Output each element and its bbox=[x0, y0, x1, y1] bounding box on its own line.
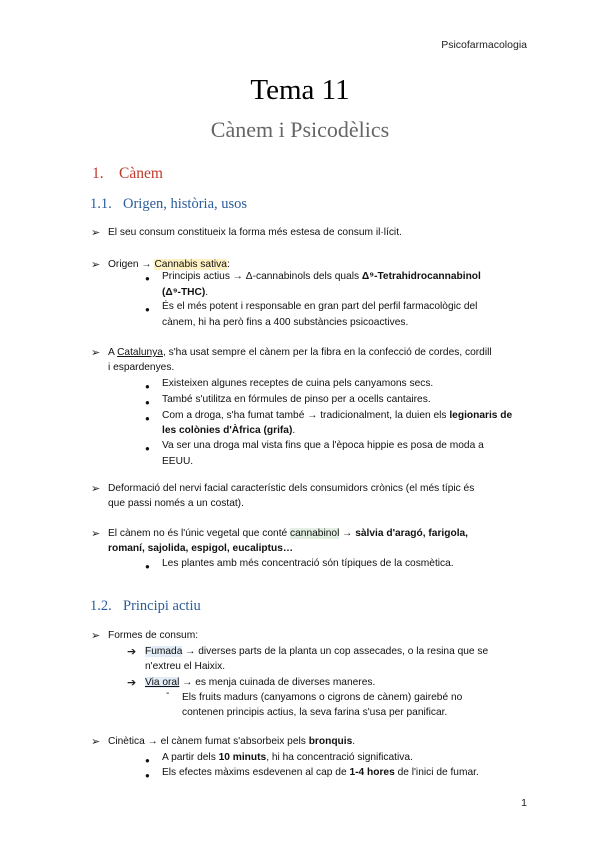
running-header: Psicofarmacologia bbox=[441, 39, 527, 51]
sub-bullet-text bbox=[162, 269, 527, 285]
text-run: Com a droga, s'ha fumat també → tradicionalment, la duien els bbox=[162, 410, 450, 421]
text-run: A partir dels bbox=[162, 752, 219, 763]
right-arrow-bullet-icon: ➔ bbox=[127, 646, 137, 658]
bullet-text bbox=[108, 345, 527, 361]
section-heading-1 bbox=[92, 165, 163, 183]
highlight-cannabis-sativa: Cannabis sativa bbox=[154, 259, 227, 270]
filled-circle-bullet-icon: ● bbox=[145, 562, 150, 571]
sub-bullet-text bbox=[162, 765, 479, 781]
text-run: → diverses parts de la planta un cop assecades, o la resina que se bbox=[182, 646, 489, 657]
sub-bullet-text bbox=[162, 423, 295, 439]
page-title: Tema 11 bbox=[250, 74, 350, 106]
sub-bullet-text: Les plantes amb més concentració són típiques de la cosmètica. bbox=[162, 558, 454, 569]
bullet-text: El seu consum constitueix la forma més estesa de consum il·lícit. bbox=[108, 227, 402, 238]
filled-circle-bullet-icon: ● bbox=[145, 414, 150, 423]
arrowhead-bullet-icon: ➢ bbox=[91, 483, 101, 495]
highlight-cannabinol: cannabinol bbox=[290, 528, 340, 539]
bold-term: 10 minuts bbox=[218, 752, 267, 763]
bullet-text bbox=[108, 541, 293, 557]
bold-term: (Δ⁹-THC) bbox=[162, 287, 206, 298]
sub-bullet-text bbox=[162, 408, 527, 424]
sub-bullet-text: És el més potent i responsable en gran part del perfil farmacològic del bbox=[162, 301, 478, 312]
bullet-text: Formes de consum: bbox=[108, 630, 199, 641]
sub-bullet-text: EEUU. bbox=[162, 456, 194, 467]
text-run: : bbox=[226, 259, 230, 270]
sub-bullet-text: També s'utilitza en fórmules de pinso per a ocells cantaires. bbox=[162, 394, 431, 405]
text-run: Cinètica → el cànem fumat s'absorbeix pels bbox=[108, 736, 309, 747]
filled-circle-bullet-icon: ● bbox=[145, 305, 150, 314]
text-run: . bbox=[205, 287, 209, 298]
subsection-heading-1-2 bbox=[90, 598, 201, 615]
bold-term: legionaris de bbox=[449, 410, 513, 421]
page-subtitle: Cànem i Psicodèlics bbox=[210, 117, 390, 142]
subsection-number: 1.2. bbox=[90, 598, 112, 614]
bullet-text: Deformació del nervi facial característic dels consumidors crònics (el més típic és bbox=[108, 483, 475, 494]
text-run: → es menja cuinada de diverses maneres. bbox=[179, 677, 376, 688]
text-run: A bbox=[108, 347, 118, 358]
text-run: El cànem no és l'únic vegetal que conté bbox=[108, 528, 291, 539]
bullet-text: i espardenyes. bbox=[108, 362, 175, 373]
bold-term: 1-4 hores bbox=[349, 767, 395, 778]
sub-sub-bullet-text: Els fruits madurs (canyamons o cigrons de cànem) gairebé no bbox=[182, 692, 463, 703]
bold-term: bronquis bbox=[308, 736, 353, 747]
bullet-text bbox=[108, 526, 527, 542]
text-run: → bbox=[339, 528, 356, 539]
bold-term: sàlvia d'aragó, farigola, bbox=[355, 528, 469, 539]
section-title: Cànem bbox=[119, 165, 163, 182]
sub-bullet-text: Va ser una droga mal vista fins que a l'època hippie es posa de moda a bbox=[162, 440, 484, 451]
right-arrow-bullet-icon: ➔ bbox=[127, 677, 137, 689]
text-run: , hi ha concentració significativa. bbox=[266, 752, 413, 763]
subsection-number: 1.1. bbox=[90, 196, 112, 212]
arrowhead-bullet-icon: ➢ bbox=[91, 736, 101, 748]
text-run: Origen → bbox=[108, 259, 155, 270]
filled-circle-bullet-icon: ● bbox=[145, 771, 150, 780]
arrowhead-bullet-icon: ➢ bbox=[91, 259, 101, 271]
bullet-text: que passi només a un costat). bbox=[108, 498, 244, 509]
highlight-via-oral: Via oral bbox=[145, 677, 180, 688]
filled-circle-bullet-icon: ● bbox=[145, 274, 150, 283]
sub-bullet-text bbox=[145, 644, 527, 660]
text-run: Principis actius → Δ-cannabinols dels quals bbox=[162, 271, 362, 282]
text-run: . bbox=[352, 736, 356, 747]
subsection-heading-1-1 bbox=[90, 196, 247, 213]
text-run: . bbox=[292, 425, 296, 436]
sub-bullet-text: n'extreu el Haixix. bbox=[145, 661, 226, 672]
text-run: de l'inici de fumar. bbox=[394, 767, 479, 778]
arrowhead-bullet-icon: ➢ bbox=[91, 227, 101, 239]
bold-term: Δ⁹-Tetrahidrocannabinol bbox=[361, 271, 481, 282]
sub-sub-bullet-text: contenen principis actius, la seva farina s'usa per panificar. bbox=[182, 707, 448, 718]
arrowhead-bullet-icon: ➢ bbox=[91, 347, 101, 359]
sub-bullet-text bbox=[162, 750, 413, 766]
text-run: Els efectes màxims esdevenen al cap de bbox=[162, 767, 350, 778]
arrowhead-bullet-icon: ➢ bbox=[91, 528, 101, 540]
filled-circle-bullet-icon: ● bbox=[145, 756, 150, 765]
bullet-text bbox=[108, 734, 355, 750]
sub-bullet-text: Existeixen algunes receptes de cuina pels canyamons secs. bbox=[162, 378, 434, 389]
bold-term: les colònies d'Àfrica (grifa) bbox=[162, 425, 293, 436]
page-number: 1 bbox=[521, 797, 527, 809]
underlined-catalunya: Catalunya bbox=[117, 347, 163, 358]
filled-circle-bullet-icon: ● bbox=[145, 398, 150, 407]
subsection-title: Origen, història, usos bbox=[123, 196, 248, 212]
sub-bullet-text: cànem, hi ha però fins a 400 substàncies psicoactives. bbox=[162, 317, 409, 328]
bold-term: romaní, sajolida, espigol, eucaliptus… bbox=[108, 543, 294, 554]
dash-bullet-icon: - bbox=[166, 688, 170, 699]
highlight-fumada: Fumada bbox=[145, 646, 183, 657]
section-number: 1. bbox=[92, 165, 104, 182]
filled-circle-bullet-icon: ● bbox=[145, 382, 150, 391]
arrowhead-bullet-icon: ➢ bbox=[91, 630, 101, 642]
text-run: , s'ha usat sempre el cànem per la fibra en la confecció de cordes, cordill bbox=[162, 347, 492, 358]
sub-bullet-text bbox=[145, 675, 375, 691]
subsection-title: Principi actiu bbox=[123, 598, 201, 614]
filled-circle-bullet-icon: ● bbox=[145, 444, 150, 453]
